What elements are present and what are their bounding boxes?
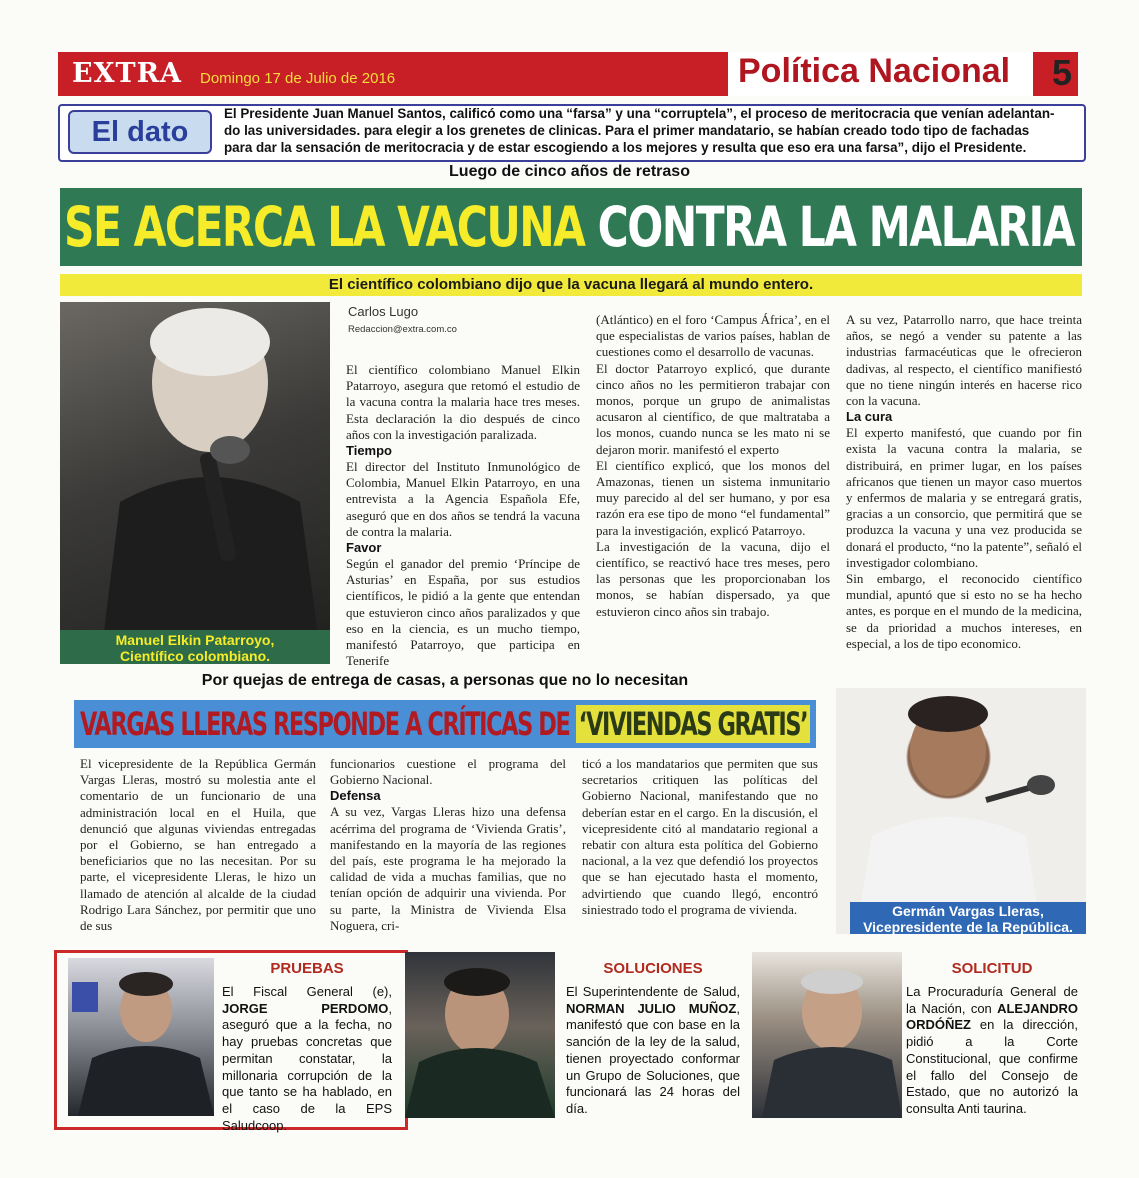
- article1-subtitle: El científico colombiano dijo que la vacuna llegará al mundo entero.: [328, 276, 814, 293]
- article2-column-3: [582, 756, 818, 918]
- paragraph: El experto manifestó, que cuando por fin exista la vacuna contra la malaria, se distribuirá, en primer lugar, en los países africanos que tienen un mayor caso muertos y enfermos de malaria y se entregará gratis, gracias a un consorcio, que permitirá que se produzca la vacuna y una vez producida se donará el producto, “no la patente”, señaló el investigador colombiano.: [846, 425, 1082, 570]
- caption-line: Germán Vargas Lleras,: [892, 903, 1044, 919]
- dato-line: do las universidades. para elegir a los grenetes de clinicas. Para el primer mandatario, se habían creado todo tipo de fachadas: [224, 123, 1030, 138]
- munoz-photo: [405, 952, 555, 1118]
- ordonez-photo: [752, 952, 902, 1118]
- person-silhouette-icon: [60, 302, 330, 664]
- paragraph: El doctor Patarroyo explicó, que durante cinco años no les permitieron trabajar con monos, porque un grupo de animalistas acusaron al científico, de que maltrataba a los monos, cuando nunca se les mato ni se dejaron morir. manifestó el experto: [596, 360, 830, 457]
- subheading: Tiempo: [346, 443, 392, 459]
- paragraph: Según el ganador del premio ‘Príncipe de Asturias’ en España, por sus estudios científicos, le pidió a la gente que entendan que estuvieron cinco años paralizados y que eso en la ciencia, es un mucho tiempo, manifestó Patarroyo, que participa en Tenerife: [346, 556, 580, 669]
- brief-text: El Superintendente de Salud, NORMAN JULIO MUÑOZ, manifestó que con base en la sanción de la ley de la salud, tienen proyectado conformar un Grupo de Soluciones, que funcionará las 24 horas del día.: [566, 984, 740, 1116]
- headline-rest: CONTRA LA MALARIA: [597, 195, 1074, 259]
- dato-line: para dar la sensación de meritocracia y de estar escogiendo a los mejores y resulta que eso era una farsa”, dijo el Presidente.: [224, 140, 1027, 155]
- person-silhouette-icon: [68, 958, 214, 1116]
- brief-text: La Procuraduría General de la Nación, con ALEJANDRO ORDÓÑEZ en la dirección, pidió a la Corte Constitucional, que confirme el fallo del Consejo de Estado, que no autorizó la consulta Anti taurina.: [906, 984, 1078, 1116]
- subheading: Defensa: [330, 788, 381, 804]
- paragraph: (Atlántico) en el foro ‘Campus África’, en el que especialistas de varios países, hablan de cuestiones como el desarrollo de vacunas.: [596, 312, 830, 360]
- paragraph: A su vez, Vargas Lleras hizo una defensa acérrima del programa de ‘Vivienda Gratis’, manifestando en la mayoría de las regiones del país, este programa le ha mejorado la calidad de vida a muchas familias, que no tenían opción de adquirir una vivienda. Por su parte, la Ministra de Vivienda Elsa Noguera, cri-: [330, 804, 566, 933]
- paragraph: funcionarios cuestione el programa del Gobierno Nacional.: [330, 756, 566, 788]
- caption-line: Científico colombiano.: [119, 648, 271, 664]
- article1-column-2: [596, 312, 830, 620]
- headline-tag: ‘VIVIENDAS GRATIS’: [576, 705, 810, 743]
- dato-label: El dato: [68, 110, 212, 154]
- paragraph: ticó a los mandatarios que permiten que sus secretarios critiquen las políticas del Gobierno Nacional, manifestando que no deberían estar en el cargo. En la discusión, el vicepresidente citó al mandatario regional a rebatir con altura esta política del Gobierno nacional, a la vez que defendió los proyectos que se han ejecutado hasta el momento, advirtiendo que cuando llegó, encontró siniestrado todo el programa de vivienda.: [582, 756, 818, 917]
- patarroyo-caption: [60, 632, 330, 664]
- issue-date: Domingo 17 de Julio de 2016: [200, 70, 396, 87]
- article2-headline: [80, 700, 810, 748]
- dato-text: [224, 105, 1074, 156]
- page-number: 5: [1052, 52, 1073, 93]
- paragraph: El científico explicó, que los monos del Amazonas, tienen un sistema inmunitario muy parecido al del ser humano, y por esa razón era ese tipo de mono “el fundamental” para la investigación, explicó Patarroyo.: [596, 457, 830, 538]
- brief-text: El Fiscal General (e), JORGE PERDOMO, aseguró que a la fecha, no hay pruebas concretas que permitan constatar, la millonaria corrupción de la que tanto se ha hablado, en el caso de la EPS Saludcoop.: [222, 984, 392, 1133]
- newspaper-logo: EXTRA: [72, 58, 183, 89]
- headline-main: VARGAS LLERAS RESPONDE A CRÍTICAS DE: [80, 705, 570, 743]
- dato-line: El Presidente Juan Manuel Santos, calificó como una “farsa” y una “corruptela”, el proceso de meritocracia que venían adelantan-: [224, 106, 1055, 121]
- article2-column-1: [80, 756, 316, 934]
- brief-title: SOLUCIONES: [603, 960, 703, 977]
- paragraph: Sin embargo, el reconocido científico mundial, apuntó que si esto no se ha hecho antes, es porque en el mundo de la medicina, se da prioridad a muchos intereses, en especial, a los de tipo economico.: [846, 571, 1082, 651]
- vargas-caption: [850, 903, 1086, 935]
- article1-column-1: [346, 362, 580, 669]
- paragraph: El director del Instituto Inmunológico de Colombia, Manuel Elkin Patarroyo, en una entrevista a la Agencia Española Efe, aseguró que en dos años se tendrá la vacuna de contra la malaria.: [346, 459, 580, 539]
- person-silhouette-icon: [405, 952, 555, 1118]
- article1-email: Redaccion@extra.com.co: [348, 324, 457, 335]
- section-title: Política Nacional: [738, 52, 1011, 90]
- patarroyo-photo: [60, 302, 330, 664]
- subheading: La cura: [846, 409, 893, 425]
- vargas-photo: [836, 688, 1086, 934]
- caption-line: Manuel Elkin Patarroyo,: [115, 632, 275, 648]
- subheading: Favor: [346, 540, 382, 556]
- article1-headline: [64, 188, 1074, 266]
- brief-title: SOLICITUD: [951, 960, 1033, 977]
- paragraph: El científico colombiano Manuel Elkin Patarroyo, asegura que retomó el estudio de la vacuna contra la malaria hace tres meses. Esta declaración la dio después de cinco años con la investigación paralizada.: [346, 362, 580, 442]
- person-silhouette-icon: [752, 952, 902, 1118]
- brief-title: PRUEBAS: [270, 960, 344, 977]
- article2-column-2: [330, 756, 566, 934]
- perdomo-photo: [68, 958, 214, 1116]
- paragraph: A su vez, Patarrollo narro, que hace treinta años, se negó a vender su patente a las industrias farmacéuticas que le ofrecieron dadivas, al respecto, el científico manifiestó que no tiene ningún interés en hacerse rico con la vacuna.: [846, 312, 1082, 409]
- article1-column-3: [846, 312, 1082, 652]
- paragraph: El vicepresidente de la República Germán Vargas Lleras, mostró su molestia ante el comentario de un funcionario de una administración local en el Huila, que denunció que algunas viviendas entregadas por el Gobierno, se han entregado a beneficiarios que no las necesitan. Por su parte, el vicepresidente Lleras, le hizo un llamado de atención al alcalde de la ciudad Rodrigo Lara Sánchez, por permitir que uno de sus: [80, 756, 316, 934]
- paragraph: La investigación de la vacuna, dijo el científico, se reactivó hace tres meses, pero las personas que les proporcionaban los monos, se habían dispersado, ya que estuvieron cinco años sin trabajo.: [596, 538, 830, 619]
- article2-kicker: Por quejas de entrega de casas, a personas que no lo necesitan: [201, 672, 689, 689]
- article1-byline: Carlos Lugo: [348, 304, 419, 319]
- headline-highlight: SE ACERCA LA VACUNA: [64, 195, 585, 259]
- caption-line: Vicepresidente de la República.: [863, 919, 1073, 935]
- article1-kicker: Luego de cinco años de retraso: [449, 163, 690, 180]
- person-silhouette-icon: [836, 688, 1086, 934]
